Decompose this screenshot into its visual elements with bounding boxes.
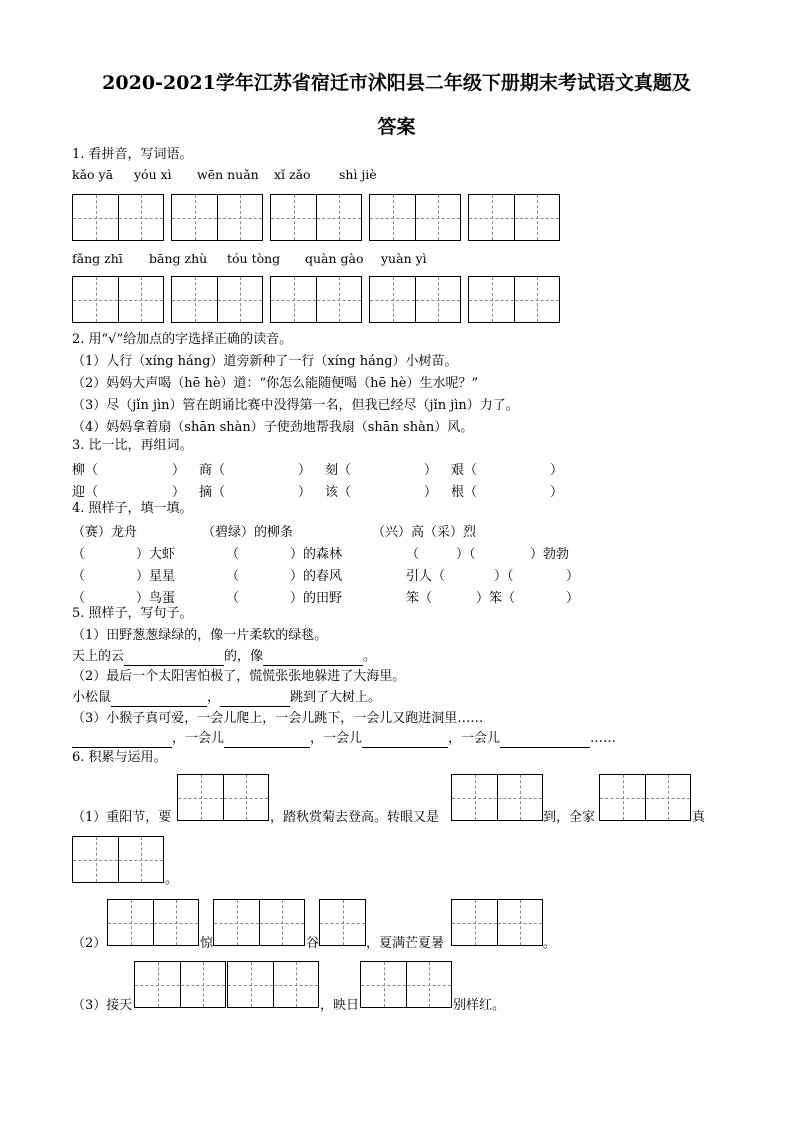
- writing-grid[interactable]: [451, 899, 543, 946]
- answer-blank[interactable]: [124, 651, 224, 666]
- q5-text: 跳到了大树上。: [290, 690, 382, 705]
- writing-grid[interactable]: [360, 961, 452, 1008]
- q4-item: ）（: [494, 569, 514, 584]
- q3-item: ）: [550, 463, 564, 478]
- q4-item: （: [406, 547, 420, 562]
- q5-text: 。: [363, 649, 377, 664]
- answer-blank[interactable]: [224, 733, 310, 748]
- writing-grid[interactable]: [451, 774, 543, 821]
- q2-line: （4）妈妈拿着扇（shān shàn）子使劲地帮我扇（shān shàn）风。: [72, 420, 474, 435]
- writing-grid[interactable]: [599, 774, 691, 821]
- answer-blank[interactable]: [362, 733, 448, 748]
- q2-line: （1）人行（xíng háng）道旁新种了一行（xíng háng）小树苗。: [72, 354, 458, 369]
- q6-text: 。: [165, 872, 179, 887]
- writing-grid[interactable]: [227, 961, 319, 1008]
- q6-text: 惊: [200, 936, 214, 951]
- q4-item: ）笨（: [476, 591, 516, 606]
- q4-item: ）的田野: [290, 591, 343, 606]
- q3-item: ）: [424, 485, 438, 500]
- q4-item: （: [72, 591, 86, 606]
- writing-grid[interactable]: [171, 276, 263, 323]
- writing-grid[interactable]: [134, 961, 226, 1008]
- q6-text: 到，全家: [543, 810, 596, 825]
- q6-text: 。: [543, 936, 557, 951]
- q3-item: 刻（: [325, 463, 352, 478]
- q3-item: 根（: [451, 485, 478, 500]
- q4-item: ）: [566, 591, 580, 606]
- answer-blank[interactable]: [500, 733, 590, 748]
- q4-item: ）星星: [136, 569, 176, 584]
- answer-blank[interactable]: [263, 651, 363, 666]
- q3-item: ）: [298, 463, 312, 478]
- doc-title-line1: 2020-2021学年江苏省宿迁市沭阳县二年级下册期末考试语文真题及: [102, 72, 691, 94]
- q3-item: ）: [298, 485, 312, 500]
- q6-text: ，夏满芒夏暑: [366, 936, 445, 951]
- q4-item: （: [226, 547, 240, 562]
- q6-text: 真: [692, 810, 706, 825]
- writing-grid[interactable]: [72, 194, 164, 241]
- writing-grid[interactable]: [72, 276, 164, 323]
- writing-grid[interactable]: [107, 899, 199, 946]
- q3-item: 摘（: [199, 485, 226, 500]
- q6-text: （3）接天: [72, 998, 133, 1013]
- q5-example: （2）最后一个太阳害怕极了，慌慌张张地躲进了大海里。: [72, 669, 406, 684]
- pinyin: quàn gào: [305, 251, 364, 266]
- q4-item: ）勃勃: [530, 547, 570, 562]
- q5-example: （1）田野葱葱绿绿的，像一片柔软的绿毯。: [72, 628, 328, 643]
- q4-item: （: [226, 569, 240, 584]
- q2-line: （2）妈妈大声喝（hē hè）道：“你怎么能随便喝（hē hè）生水呢？”: [72, 376, 479, 391]
- writing-grid[interactable]: [468, 276, 560, 323]
- q5-text: 天上的云: [72, 649, 125, 664]
- pinyin: bāng zhù: [149, 251, 208, 266]
- q3-item: ）: [424, 463, 438, 478]
- q4-item: ）大虾: [136, 547, 176, 562]
- q4-item: ）的春风: [290, 569, 343, 584]
- q5-heading: 5. 照样子，写句子。: [72, 606, 193, 621]
- q4-item: ）鸟蛋: [136, 591, 176, 606]
- q4-item: 引人（: [406, 569, 446, 584]
- q4-item: ）: [566, 569, 580, 584]
- answer-blank[interactable]: [111, 692, 207, 707]
- q4-item: ）的森林: [290, 547, 343, 562]
- q4-example: （赛）龙舟: [72, 525, 138, 540]
- q5-text: ，一会儿: [310, 731, 363, 746]
- q3-item: 柳（: [72, 463, 99, 478]
- q4-heading: 4. 照样子，填一填。: [72, 501, 193, 516]
- q3-item: ）: [172, 485, 186, 500]
- writing-grid[interactable]: [72, 836, 164, 883]
- q3-item: 商（: [199, 463, 226, 478]
- q6-text: 别样红。: [453, 998, 506, 1013]
- q3-item: ）: [550, 485, 564, 500]
- pinyin: yuàn yì: [381, 251, 427, 266]
- answer-blank[interactable]: [72, 733, 172, 748]
- writing-grid[interactable]: [319, 899, 366, 946]
- writing-grid[interactable]: [171, 194, 263, 241]
- pinyin: xǐ zǎo: [274, 167, 311, 182]
- q4-item: （: [226, 591, 240, 606]
- answer-blank[interactable]: [220, 692, 290, 707]
- writing-grid[interactable]: [369, 276, 461, 323]
- q4-item: ）（: [456, 547, 476, 562]
- q1-heading: 1. 看拼音，写词语。: [72, 147, 193, 162]
- q5-fill-line: [72, 689, 381, 707]
- q4-example: （碧绿）的柳条: [202, 525, 294, 540]
- doc-title-line2: 答案: [377, 116, 416, 138]
- q6-text: （1）重阳节，要: [72, 810, 172, 825]
- pinyin: shì jiè: [339, 167, 377, 182]
- q4-example: （兴）高（采）烈: [372, 525, 477, 540]
- writing-grid[interactable]: [177, 774, 269, 821]
- q5-fill-line: [72, 648, 376, 666]
- q2-heading: 2. 用“√”给加点的字选择正确的读音。: [72, 332, 293, 347]
- q3-item: 该（: [325, 485, 352, 500]
- q6-text: ，踏秋赏菊去登高。转眼又是: [270, 810, 440, 825]
- pinyin: wēn nuǎn: [197, 167, 259, 182]
- q5-text: 小松鼠: [72, 690, 112, 705]
- q5-text: 的，像: [224, 649, 264, 664]
- q3-heading: 3. 比一比，再组词。: [72, 438, 193, 453]
- q4-item: （: [72, 547, 86, 562]
- q5-text: ，: [207, 690, 221, 705]
- q5-text: ……: [590, 731, 617, 746]
- q3-item: 迎（: [72, 485, 99, 500]
- q5-text: ，一会儿: [172, 731, 225, 746]
- q2-line: （3）尽（jǐn jìn）管在朗诵比赛中没得第一名，但我已经尽（jǐn jìn）力了。: [72, 398, 519, 413]
- writing-grid[interactable]: [369, 194, 461, 241]
- q4-item: （: [72, 569, 86, 584]
- writing-grid[interactable]: [468, 194, 560, 241]
- q5-text: ，一会儿: [448, 731, 501, 746]
- q3-item: 艰（: [451, 463, 478, 478]
- writing-grid[interactable]: [213, 899, 305, 946]
- writing-grid[interactable]: [270, 194, 362, 241]
- q5-example: （3）小猴子真可爱，一会儿爬上，一会儿跳下，一会儿又跑进洞里……: [72, 711, 484, 726]
- q6-heading: 6. 积累与运用。: [72, 750, 167, 765]
- q3-item: ）: [172, 463, 186, 478]
- pinyin: fǎng zhī: [72, 251, 123, 266]
- q6-text: （2）: [72, 936, 107, 951]
- writing-grid[interactable]: [270, 276, 362, 323]
- pinyin: yóu xì: [134, 167, 172, 182]
- pinyin: tóu tòng: [227, 251, 281, 266]
- q4-item: 笨（: [406, 591, 433, 606]
- q6-text: ，映日: [320, 998, 360, 1013]
- q6-text: 谷: [306, 936, 320, 951]
- pinyin: kǎo yā: [72, 167, 114, 182]
- q5-fill-line: [72, 730, 616, 748]
